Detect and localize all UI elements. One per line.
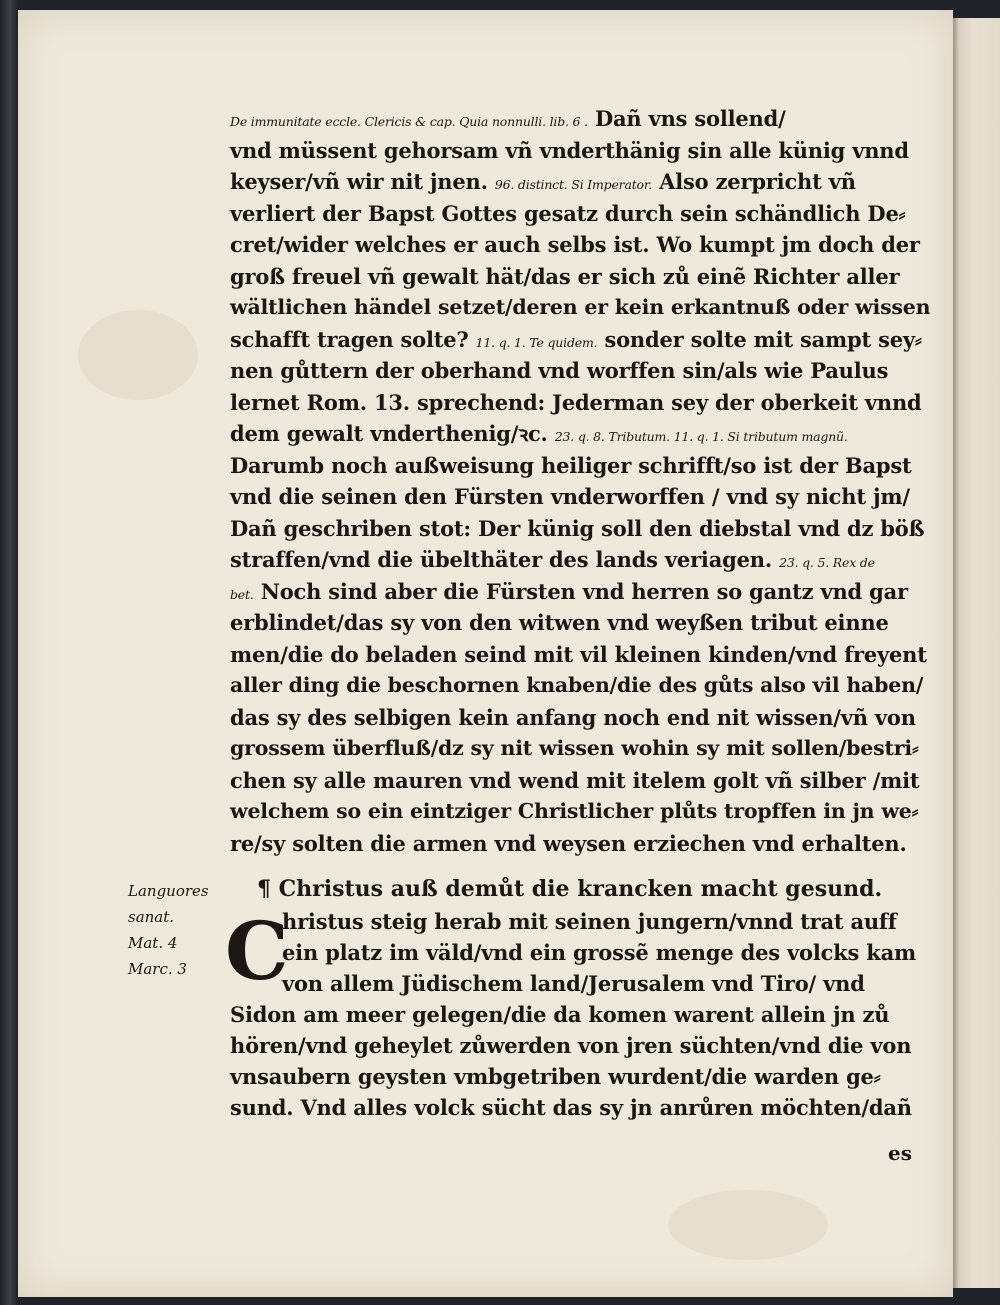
line-text: straffen/vnd die übelthäter des lands veriagen. bbox=[230, 547, 772, 572]
text-line bbox=[230, 765, 930, 797]
text-line bbox=[230, 639, 930, 671]
citation: 23. q. 5. Rex de bbox=[779, 555, 875, 570]
text-line bbox=[230, 103, 930, 135]
line-text: aller ding die beschornen knaben/die des gůts also vil haben/ bbox=[230, 673, 924, 697]
margin-note: Mat. 4 bbox=[128, 934, 178, 952]
catchword: es bbox=[888, 1141, 912, 1165]
text-line: von allem Jüdischem land/Jerusalem vnd Tiro/ vnd bbox=[282, 971, 865, 996]
line-text: das sy des selbigen kein anfang noch end nit wissen/vñ von bbox=[230, 704, 916, 730]
line-text: Darumb noch außweisung heiliger schrifft/so ist der Bapst bbox=[230, 452, 912, 478]
citation: 23. q. 8. Tributum. 11. q. 1. Si tributum magnũ. bbox=[554, 429, 848, 444]
text-line bbox=[230, 733, 930, 765]
text-line bbox=[230, 229, 930, 261]
citation: 96. distinct. Si Imperator. bbox=[494, 177, 653, 192]
text-line bbox=[230, 702, 930, 734]
drop-initial: C bbox=[225, 904, 289, 998]
text-line bbox=[230, 796, 930, 828]
line-text: groß freuel vñ gewalt hät/das er sich zů einẽ Richter aller bbox=[230, 263, 900, 289]
citation: 11. q. 1. Te quidem. bbox=[475, 334, 598, 350]
line-text: Also zerpricht vñ bbox=[659, 169, 856, 194]
line-text: erblindet/das sy von den witwen vnd weyßen tribut einne bbox=[230, 610, 889, 635]
text-line bbox=[230, 481, 930, 513]
paper-stain bbox=[668, 1190, 828, 1260]
text-line bbox=[230, 607, 930, 639]
text-line bbox=[230, 292, 930, 324]
citation: De immunitate eccle. Clericis & cap. Quia nonnulli. lib. 6 . bbox=[230, 114, 588, 129]
line-text: re/sy solten die armen vnd weysen erziechen vnd erhalten. bbox=[230, 830, 907, 856]
facing-page-edge bbox=[953, 18, 1000, 1288]
text-line bbox=[230, 418, 930, 450]
line-text: wältlichen händel setzet/deren er kein erkantnuß oder wissen bbox=[230, 295, 931, 319]
text-line bbox=[230, 324, 930, 356]
margin-note: Marc. 3 bbox=[128, 960, 187, 978]
line-text: welchem so ein eintziger Christlicher plůts tropffen in jn we⸗ bbox=[230, 799, 919, 823]
line-text: men/die do beladen seind mit vil kleinen kinden/vnd freyent bbox=[230, 641, 927, 667]
line-text: nen gůttern der oberhand vnd worffen sin/als wie Paulus bbox=[230, 358, 889, 383]
text-line: hören/vnd geheylet zůwerden von jren süchten/vnd die von bbox=[230, 1033, 912, 1058]
text-line: vnsaubern geysten vmbgetriben wurdent/die warden ge⸗ bbox=[230, 1064, 881, 1089]
text-line: Sidon am meer gelegen/die da komen warent allein jn zů bbox=[230, 1002, 890, 1027]
line-text: Dañ geschriben stot: Der künig soll den diebstal vnd dz böß bbox=[230, 515, 925, 541]
line-text: sonder solte mit sampt sey⸗ bbox=[604, 326, 922, 352]
text-line bbox=[230, 828, 930, 860]
text-line bbox=[230, 166, 930, 198]
line-text: vnd müssent gehorsam vñ vnderthänig sin alle künig vnnd bbox=[230, 137, 909, 163]
margin-note: sanat. bbox=[128, 908, 175, 926]
line-text: grossem überfluß/dz sy nit wissen wohin sy mit sollen/bestri⸗ bbox=[230, 736, 919, 760]
text-line bbox=[230, 198, 930, 230]
text-line bbox=[230, 355, 930, 387]
line-text: Noch sind aber die Fürsten vnd herren so gantz vnd gar bbox=[260, 578, 908, 604]
line-text: keyser/vñ wir nit jnen. bbox=[230, 169, 488, 194]
text-line bbox=[230, 670, 930, 702]
line-text: Dañ vns sollend/ bbox=[595, 106, 786, 131]
text-line bbox=[230, 261, 930, 293]
line-text: cret/wider welches er auch selbs ist. Wo kumpt jm doch der bbox=[230, 232, 920, 257]
text-line: ein platz im väld/vnd ein grossẽ menge des volcks kam bbox=[282, 940, 917, 965]
text-line: hristus steig herab mit seinen jungern/vnnd trat auff bbox=[282, 909, 897, 934]
margin-notes bbox=[128, 878, 209, 982]
text-line bbox=[230, 135, 930, 167]
second-paragraph bbox=[230, 906, 930, 1123]
paper-stain bbox=[78, 310, 198, 400]
text-line bbox=[230, 387, 930, 419]
text-line bbox=[230, 544, 930, 576]
line-text: vnd die seinen den Fürsten vnderworffen / vnd sy nicht jm/ bbox=[230, 484, 910, 509]
text-line bbox=[230, 576, 930, 608]
line-text: verliert der Bapst Gottes gesatz durch sein schändlich De⸗ bbox=[230, 200, 906, 226]
section-heading: ¶ Christus auß demůt die krancken macht gesund. bbox=[257, 876, 883, 902]
line-text: lernet Rom. 13. sprechend: Jederman sey der oberkeit vnnd bbox=[230, 389, 922, 415]
margin-note: Languores bbox=[128, 882, 209, 900]
text-line bbox=[230, 450, 930, 482]
text-line: sund. Vnd alles volck sücht das sy jn anrůren möchten/dañ bbox=[230, 1095, 912, 1120]
text-line bbox=[230, 513, 930, 545]
line-text: schafft tragen solte? bbox=[230, 326, 469, 352]
main-paragraph bbox=[230, 103, 930, 859]
line-text: chen sy alle mauren vnd wend mit itelem golt vñ silber /mit bbox=[230, 767, 920, 793]
line-text: dem gewalt vnderthenig/ꝛc. bbox=[230, 421, 548, 446]
citation: bet. bbox=[230, 586, 254, 602]
